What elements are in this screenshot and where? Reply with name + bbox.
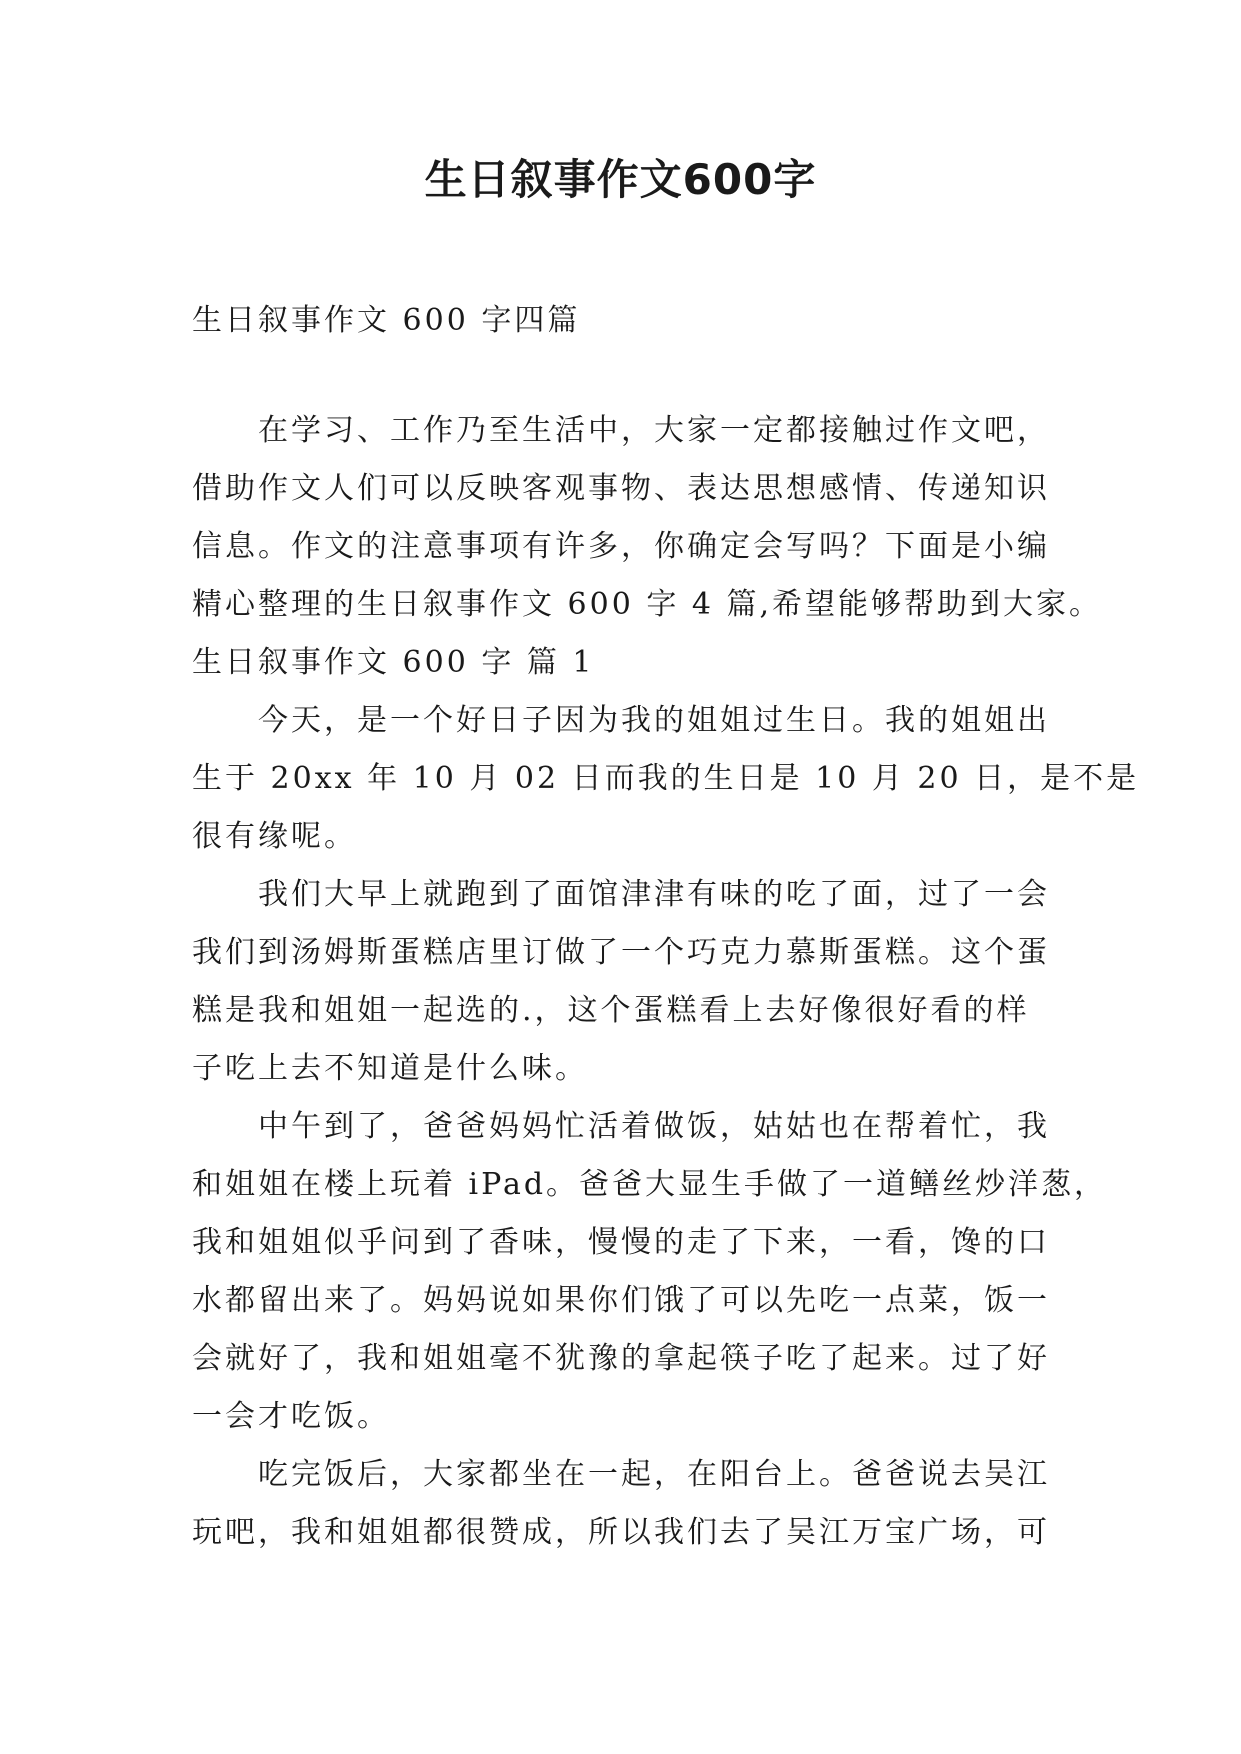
body-line: 中午到了，爸爸妈妈忙活着做饭，姑姑也在帮着忙，我 — [258, 1109, 1050, 1144]
body-line: 我们到汤姆斯蛋糕店里订做了一个巧克力慕斯蛋糕。这个蛋 — [192, 935, 1050, 970]
body-line: 我们大早上就跑到了面馆津津有味的吃了面，过了一会 — [258, 877, 1050, 912]
body-line: 借助作文人们可以反映客观事物、表达思想感情、传递知识 — [192, 471, 1050, 506]
section-heading: 生日叙事作文 600 字 篇 1 — [192, 645, 595, 680]
document-subtitle: 生日叙事作文 600 字四篇 — [192, 303, 581, 338]
body-line: 吃完饭后，大家都坐在一起，在阳台上。爸爸说去吴江 — [258, 1457, 1050, 1492]
body-line: 子吃上去不知道是什么味。 — [192, 1051, 588, 1086]
body-line: 糕是我和姐姐一起选的.，这个蛋糕看上去好像很好看的样 — [192, 993, 1030, 1028]
body-line: 和姐姐在楼上玩着 iPad。爸爸大显生手做了一道鳝丝炒洋葱， — [192, 1167, 1108, 1202]
body-line: 在学习、工作乃至生活中，大家一定都接触过作文吧， — [258, 413, 1050, 448]
document-body — [192, 402, 1140, 1562]
body-line: 信息。作文的注意事项有许多，你确定会写吗？下面是小编 — [192, 529, 1050, 564]
body-line: 很有缘呢。 — [192, 819, 357, 854]
body-line: 会就好了，我和姐姐毫不犹豫的拿起筷子吃了起来。过了好 — [192, 1341, 1050, 1376]
body-line: 精心整理的生日叙事作文 600 字 4 篇,希望能够帮助到大家。 — [192, 587, 1103, 622]
body-line: 今天，是一个好日子因为我的姐姐过生日。我的姐姐出 — [258, 703, 1050, 738]
body-line: 玩吧，我和姐姐都很赞成，所以我们去了吴江万宝广场，可 — [192, 1515, 1050, 1550]
body-line: 一会才吃饭。 — [192, 1399, 390, 1434]
body-line: 生于 20xx 年 10 月 02 日而我的生日是 10 月 20 日，是不是 — [192, 761, 1140, 796]
body-line: 我和姐姐似乎问到了香味，慢慢的走了下来，一看，馋的口 — [192, 1225, 1050, 1260]
document-title: 生日叙事作文600字 — [424, 155, 817, 204]
body-line: 水都留出来了。妈妈说如果你们饿了可以先吃一点菜，饭一 — [192, 1283, 1050, 1318]
